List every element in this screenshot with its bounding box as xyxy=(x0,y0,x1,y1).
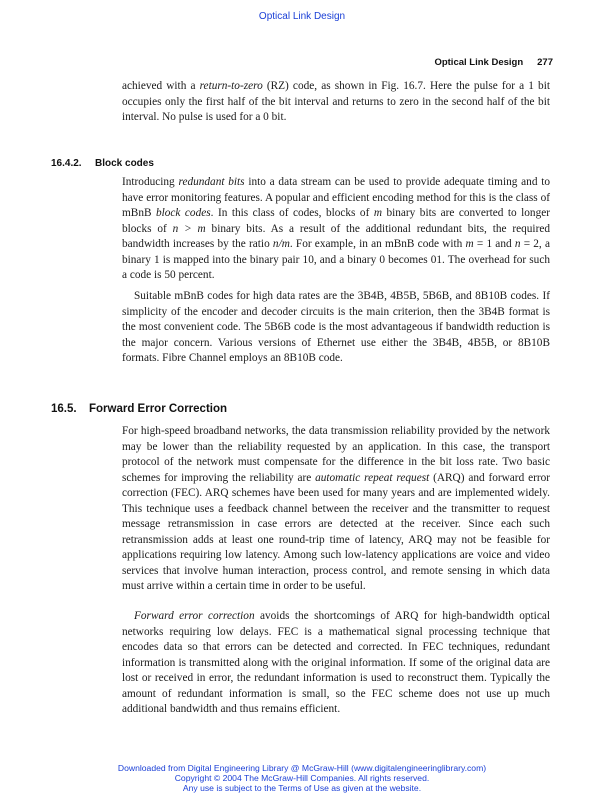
footer-download-link[interactable]: Downloaded from Digital Engineering Library @ McGraw-Hill (www.digitalengineeringlibrary.com) xyxy=(117,763,487,773)
subsection-number: 16.4.2. xyxy=(51,158,82,169)
emphasis-term: automatic repeat request xyxy=(315,471,430,484)
paragraph-fec xyxy=(122,609,550,718)
math-var: n > m xyxy=(172,222,206,235)
text-run: For high-speed broadband networks, the data transmission reliability provided by the network may be lower than the reliability requested by an application. In this case, the transport protocol of the network must compensate for the difference in the bit loss rate. Two basic schemes for improving the reliability are xyxy=(122,425,550,484)
emphasis-term: return-to-zero xyxy=(199,80,263,92)
math-var: m xyxy=(465,238,474,250)
text-run: (ARQ) and forward error correction (FEC). ARQ schemes have been used for many years and are implemented widely. This technique uses a feedback channel between the receiver and the transmitter to request message retransmission in case errors are detected at the receiver. Since each such retransmission adds at least one round-trip time of latency, ARQ may not be feasible for applications requiring low latency. Among such low-latency applications are voice and video services that involve human interaction, process control, and remote sensing in which data must arrive within a certain time in order to be useful. xyxy=(122,471,551,592)
footer-copyright: Copyright © 2004 The McGraw-Hill Companies. All rights reserved. xyxy=(174,773,430,783)
section-heading-fec xyxy=(51,403,227,415)
text-run: (RZ) code, as shown in Fig. 16.7. Here the pulse for a 1 bit occupies only the first half of the bit interval and returns to zero in the second half of the bit interval. No pulse is used for a 0 bit. xyxy=(122,80,550,123)
footer-notice xyxy=(0,763,604,793)
section-number: 16.5. xyxy=(51,403,77,415)
paragraph-block-codes-intro xyxy=(122,175,550,284)
math-var: n xyxy=(514,238,521,250)
text-run: = 2, a binary 1 is mapped into the binary pair 10, and a binary 0 becomes 01. The overhead for such a code is 50 percent. xyxy=(122,238,550,281)
text-run: . For example, in an mBnB code with xyxy=(289,238,466,250)
section-title: Forward Error Correction xyxy=(89,403,228,415)
emphasis-term: redundant bits xyxy=(178,176,245,188)
page-number: 277 xyxy=(537,57,553,68)
paragraph-rz-continuation xyxy=(122,79,550,126)
subsection-heading-block-codes xyxy=(51,158,154,169)
math-var: n/m xyxy=(272,238,290,250)
text-run: achieved with a xyxy=(122,80,200,92)
paragraph-mbnb-codes: Suitable mBnB codes for high data rates are the 3B4B, 4B5B, 5B6B, and 8B10B codes. If simplicity of the encoder and decoder circuits is the main criterion, then the 3B4B format is the most convenient code. The 5B6B code is the most advantageous if bandwidth reduction is the major concern. Various versions of Ethernet use either the 3B4B, 4B5B, or 8B10B formats. Fibre Channel employs an 8B10B code. xyxy=(122,290,550,364)
text-run: binary bits are converted to longer blocks of xyxy=(122,207,550,235)
paragraph-arq xyxy=(122,424,550,595)
top-banner-link[interactable]: Optical Link Design xyxy=(258,11,346,22)
running-head-title: Optical Link Design xyxy=(434,57,524,68)
running-head xyxy=(434,57,553,68)
math-var: m xyxy=(373,207,382,219)
text-run: . In this class of codes, blocks of xyxy=(210,207,374,219)
text-run: Introducing xyxy=(122,176,179,188)
footer-terms-link[interactable]: Any use is subject to the Terms of Use as given at the website. xyxy=(182,783,422,793)
subsection-title: Block codes xyxy=(95,158,154,169)
text-run: = 1 and xyxy=(473,238,515,250)
emphasis-term: block codes xyxy=(155,207,211,219)
text-run: avoids the shortcomings of ARQ for high-bandwidth optical networks requiring low delays. FEC is a mathematical signal processing technique that encodes data so that errors can be detected and corrected. In FEC techniques, redundant information is transmitted along with the original information. If some of the original data are lost or received in error, the redundant information is used to reconstruct them. Typically the amount of redundant information is small, so the FEC scheme does not use up much additional bandwidth and thus remains efficient. xyxy=(122,610,550,715)
text-run: into a data stream can be used to provide adequate timing and to have error monitoring features. A popular and efficient encoding method for this is the class of mBnB xyxy=(122,176,551,219)
text-run: binary bits. As a result of the additional redundant bits, the required bandwidth increases by the ratio xyxy=(122,222,550,250)
emphasis-term: Forward error correction xyxy=(134,610,255,622)
